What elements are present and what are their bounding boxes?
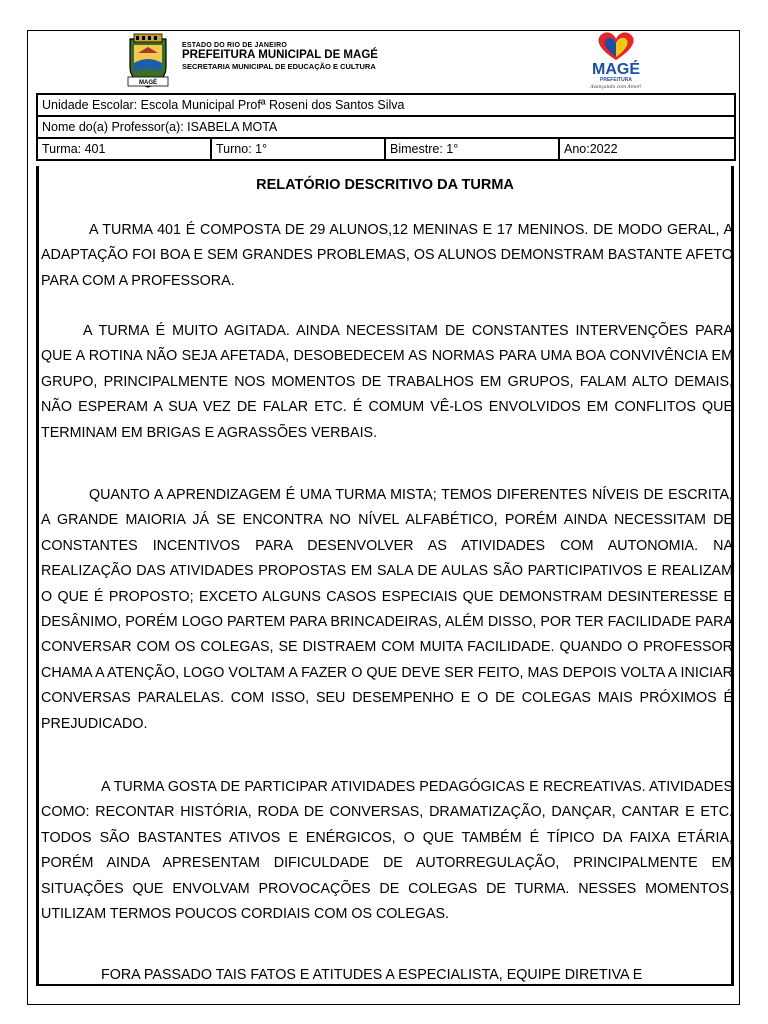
report-paragraph: FORA PASSADO TAIS FATOS E ATITUDES A ESPECIALISTA, EQUIPE DIRETIVA E bbox=[101, 967, 643, 983]
report-paragraph: A TURMA É MUITO AGITADA. AINDA NECESSITAM DE CONSTANTES INTERVENÇÕES PARA QUE A ROTINA NÃO SEJA AFETADA, DESOBEDECEM AS NORMAS PARA UMA BOA CONVIVÊNCIA EM GRUPO, PRINCIPALMENTE NOS MOMENTOS DE TRABALHOS EM GRUPOS, FALAM ALTO DEMAIS, NÃO ESPERAM A SUA VEZ DE FALAR ETC. É COMUM VÊ-LOS ENVOLVIDOS EM CONFLITOS QUE TERMINAM EM BRIGAS E AGRASSÕES VERBAIS. bbox=[41, 323, 733, 441]
report-body bbox=[36, 166, 734, 986]
crest-label: MAGÉ bbox=[139, 80, 157, 86]
shift: Turno: 1° bbox=[211, 138, 385, 160]
school-info-table bbox=[36, 93, 736, 161]
teacher-name: Nome do(a) Professor(a): ISABELA MOTA bbox=[37, 116, 735, 138]
report-paragraph: A TURMA 401 É COMPOSTA DE 29 ALUNOS,12 MENINAS E 17 MENINOS. DE MODO GERAL, A ADAPTAÇÃO FOI BOA E SEM GRANDES PROBLEMAS, OS ALUNOS DEMONSTRAM BASTANTE AFETO PARA COM A PROFESSORA. bbox=[41, 222, 733, 289]
logo-sub: PREFEITURA bbox=[600, 77, 632, 83]
year: Ano:2022 bbox=[559, 138, 735, 160]
state-name: ESTADO DO RIO DE JANEIRO bbox=[182, 42, 288, 49]
secretariat-name: SECRETARIA MUNICIPAL DE EDUCAÇÃO E CULTURA bbox=[182, 61, 376, 71]
document-header bbox=[27, 30, 740, 93]
prefecture-name: PREFEITURA MUNICIPAL DE MAGÉ bbox=[182, 49, 378, 61]
school-unit: Unidade Escolar: Escola Municipal Profª Roseni dos Santos Silva bbox=[37, 94, 735, 116]
report-title: RELATÓRIO DESCRITIVO DA TURMA bbox=[256, 177, 514, 193]
class-details-row bbox=[37, 138, 735, 160]
unit-row bbox=[37, 94, 735, 116]
logo-tagline: Avançando com Amor! bbox=[590, 85, 642, 90]
report-paragraph: QUANTO A APRENDIZAGEM É UMA TURMA MISTA; TEMOS DIFERENTES NÍVEIS DE ESCRITA, A GRANDE MAIORIA JÁ SE ENCONTRA NO NÍVEL ALFABÉTICO, PORÉM AINDA NECESSITAM DE CONSTANTES INCENTIVOS PARA DESENVOLVER AS ATIVIDADES COM AUTONOMIA. NA REALIZAÇÃO DAS ATIVIDADES PROPOSTAS EM SALA DE AULAS SÃO PARTICIPATIVOS E REALIZAM O QUE É PROPOSTO; EXCETO ALGUNS CASOS ESPECIAIS QUE DEMONSTRAM DESINTERESSE E DESÂNIMO, PORÉM LOGO PARTEM PARA BRINCADEIRAS, ALÉM DISSO, POR TER FACILIDADE PARA CONVERSAR COM OS COLEGAS, SE DISTRAEM COM MUITA FACILIDADE. QUANDO O PROFESSOR CHAMA A ATENÇÃO, LOGO VOLTAM A FAZER O QUE DEVE SER FEITO, MAS DEPOIS VOLTA A INICIAR CONVERSAS PARALELAS. COM ISSO, SEU DESEMPENHO E O DE COLEGAS MAIS PRÓXIMOS É PREJUDICADO. bbox=[41, 487, 733, 732]
municipal-crest-icon bbox=[126, 33, 170, 89]
teacher-row bbox=[37, 116, 735, 138]
class-number: Turma: 401 bbox=[37, 138, 211, 160]
logo-name: MAGÉ bbox=[592, 61, 640, 78]
report-paragraph: A TURMA GOSTA DE PARTICIPAR ATIVIDADES PEDAGÓGICAS E RECREATIVAS. ATIVIDADES COMO: RECONTAR HISTÓRIA, RODA DE CONVERSAS, DRAMATIZAÇÃO, DANÇAR, CANTAR E ETC. TODOS SÃO BASTANTES ATIVOS E ENÉRGICOS, O QUE TAMBÉM É TÍPICO DA FAIXA ETÁRIA, PORÉM AINDA APRESENTAM DIFICULDADE DE AUTORREGULAÇÃO, PRINCIPALMENTE EM SITUAÇÕES QUE ENVOLVAM PROVOCAÇÕES DE COLEGAS DE TURMA. NESSES MOMENTOS, UTILIZAM TERMOS POUCOS CORDIAIS COM OS COLEGAS. bbox=[41, 779, 733, 923]
term: Bimestre: 1° bbox=[385, 138, 559, 160]
mage-prefecture-logo-icon bbox=[580, 30, 652, 92]
